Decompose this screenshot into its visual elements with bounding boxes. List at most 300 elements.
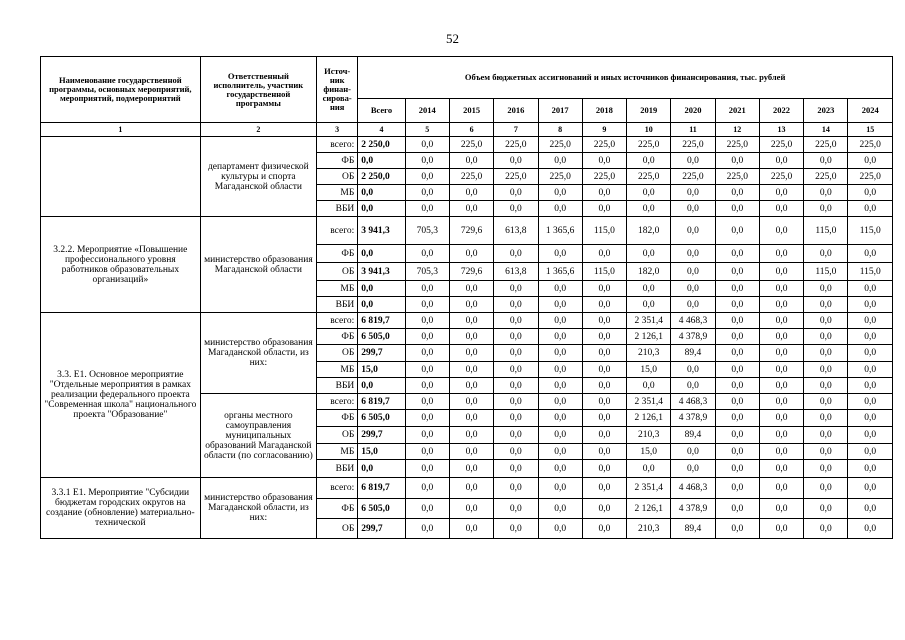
year-value: 2 351,4	[627, 478, 671, 499]
year-value: 225,0	[715, 169, 759, 185]
year-value: 0,0	[715, 519, 759, 539]
year-value: 0,0	[582, 499, 626, 519]
year-value: 705,3	[405, 263, 449, 281]
year-value: 115,0	[848, 263, 893, 281]
funding-source: ВБИ	[317, 378, 358, 394]
year-value: 225,0	[759, 169, 803, 185]
year-value: 0,0	[804, 378, 848, 394]
year-value: 0,0	[405, 137, 449, 153]
funding-source: МБ	[317, 281, 358, 297]
year-value: 225,0	[582, 137, 626, 153]
year-value: 15,0	[627, 444, 671, 460]
total-value: 3 941,3	[358, 217, 405, 245]
year-value: 0,0	[494, 297, 538, 313]
year-value: 225,0	[538, 169, 582, 185]
year-value: 0,0	[538, 427, 582, 444]
year-value: 0,0	[494, 362, 538, 378]
year-value: 0,0	[494, 394, 538, 410]
header-year: 2019	[627, 99, 671, 123]
year-value: 0,0	[671, 444, 715, 460]
year-value: 0,0	[848, 345, 893, 362]
year-value: 0,0	[582, 410, 626, 427]
year-value: 0,0	[627, 185, 671, 201]
executor-name: органы местного самоуправления муниципальных образований Магаданской области (по согласованию)	[200, 394, 316, 478]
year-value: 0,0	[405, 201, 449, 217]
year-value: 0,0	[405, 153, 449, 169]
year-value: 0,0	[804, 410, 848, 427]
year-value: 0,0	[848, 499, 893, 519]
header-year: 2022	[759, 99, 803, 123]
table-row	[41, 217, 893, 245]
funding-source: всего:	[317, 394, 358, 410]
year-value: 0,0	[804, 478, 848, 499]
year-value: 115,0	[848, 217, 893, 245]
year-value: 0,0	[715, 478, 759, 499]
column-index: 14	[804, 123, 848, 137]
total-value: 2 250,0	[358, 137, 405, 153]
year-value: 613,8	[494, 217, 538, 245]
year-value: 0,0	[582, 281, 626, 297]
funding-source: ОБ	[317, 427, 358, 444]
budget-table	[40, 56, 893, 539]
year-value: 225,0	[759, 137, 803, 153]
year-value: 0,0	[538, 378, 582, 394]
funding-source: ОБ	[317, 169, 358, 185]
year-value: 0,0	[582, 245, 626, 263]
year-value: 0,0	[494, 460, 538, 478]
year-value: 115,0	[804, 263, 848, 281]
year-value: 0,0	[759, 153, 803, 169]
year-value: 15,0	[627, 362, 671, 378]
year-value: 0,0	[759, 362, 803, 378]
year-value: 0,0	[449, 478, 493, 499]
header-year: 2024	[848, 99, 893, 123]
year-value: 0,0	[582, 345, 626, 362]
year-value: 4 378,9	[671, 499, 715, 519]
year-value: 182,0	[627, 217, 671, 245]
year-value: 0,0	[671, 185, 715, 201]
funding-source: ОБ	[317, 345, 358, 362]
year-value: 0,0	[671, 281, 715, 297]
year-value: 0,0	[405, 345, 449, 362]
table-row	[41, 313, 893, 329]
year-value: 0,0	[627, 281, 671, 297]
header-year: 2018	[582, 99, 626, 123]
year-value: 0,0	[759, 297, 803, 313]
funding-source: ОБ	[317, 263, 358, 281]
total-value: 299,7	[358, 519, 405, 539]
funding-source: ОБ	[317, 519, 358, 539]
year-value: 0,0	[759, 478, 803, 499]
year-value: 0,0	[449, 519, 493, 539]
total-value: 0,0	[358, 281, 405, 297]
year-value: 0,0	[449, 394, 493, 410]
year-value: 0,0	[848, 313, 893, 329]
funding-source: ФБ	[317, 245, 358, 263]
year-value: 0,0	[715, 153, 759, 169]
year-value: 0,0	[671, 245, 715, 263]
year-value: 0,0	[759, 499, 803, 519]
year-value: 225,0	[627, 137, 671, 153]
year-value: 4 378,9	[671, 329, 715, 345]
year-value: 0,0	[671, 201, 715, 217]
column-index: 13	[759, 123, 803, 137]
header-year: 2017	[538, 99, 582, 123]
column-index: 5	[405, 123, 449, 137]
year-value: 0,0	[848, 444, 893, 460]
total-value: 299,7	[358, 345, 405, 362]
year-value: 225,0	[804, 137, 848, 153]
funding-source: МБ	[317, 444, 358, 460]
table-row	[41, 478, 893, 499]
year-value: 0,0	[494, 499, 538, 519]
year-value: 0,0	[848, 201, 893, 217]
total-value: 3 941,3	[358, 263, 405, 281]
total-value: 0,0	[358, 245, 405, 263]
year-value: 0,0	[848, 394, 893, 410]
year-value: 0,0	[804, 281, 848, 297]
year-value: 0,0	[759, 263, 803, 281]
year-value: 0,0	[848, 281, 893, 297]
total-value: 6 505,0	[358, 499, 405, 519]
year-value: 0,0	[582, 460, 626, 478]
header-year: 2020	[671, 99, 715, 123]
year-value: 225,0	[494, 137, 538, 153]
year-value: 0,0	[848, 245, 893, 263]
year-value: 0,0	[582, 444, 626, 460]
funding-source: ФБ	[317, 329, 358, 345]
year-value: 0,0	[759, 329, 803, 345]
year-value: 0,0	[627, 153, 671, 169]
year-value: 0,0	[494, 444, 538, 460]
year-value: 0,0	[405, 444, 449, 460]
year-value: 89,4	[671, 345, 715, 362]
total-value: 6 505,0	[358, 410, 405, 427]
funding-source: всего:	[317, 313, 358, 329]
funding-source: ВБИ	[317, 201, 358, 217]
year-value: 0,0	[804, 362, 848, 378]
year-value: 225,0	[538, 137, 582, 153]
year-value: 0,0	[715, 345, 759, 362]
year-value: 225,0	[449, 137, 493, 153]
year-value: 0,0	[715, 245, 759, 263]
year-value: 705,3	[405, 217, 449, 245]
year-value: 0,0	[449, 444, 493, 460]
year-value: 0,0	[405, 519, 449, 539]
year-value: 0,0	[759, 460, 803, 478]
year-value: 0,0	[538, 245, 582, 263]
year-value: 0,0	[494, 153, 538, 169]
year-value: 0,0	[538, 153, 582, 169]
program-name: 3.2.2. Мероприятие «Повышение профессионального уровня работников образовательных организаций»	[41, 217, 201, 313]
year-value: 0,0	[582, 478, 626, 499]
year-value: 89,4	[671, 519, 715, 539]
year-value: 0,0	[582, 519, 626, 539]
column-index: 11	[671, 123, 715, 137]
year-value: 0,0	[538, 394, 582, 410]
year-value: 0,0	[538, 329, 582, 345]
executor-name: министерство образования Магаданской области, из них:	[200, 313, 316, 394]
year-value: 0,0	[405, 460, 449, 478]
year-value: 0,0	[582, 427, 626, 444]
year-value: 0,0	[582, 362, 626, 378]
year-value: 0,0	[449, 245, 493, 263]
column-index: 7	[494, 123, 538, 137]
year-value: 0,0	[671, 378, 715, 394]
year-value: 0,0	[405, 185, 449, 201]
year-value: 0,0	[449, 362, 493, 378]
year-value: 0,0	[848, 185, 893, 201]
year-value: 0,0	[804, 245, 848, 263]
year-value: 0,0	[715, 263, 759, 281]
year-value: 225,0	[848, 137, 893, 153]
year-value: 0,0	[494, 427, 538, 444]
year-value: 0,0	[715, 201, 759, 217]
header-year: 2021	[715, 99, 759, 123]
year-value: 0,0	[848, 378, 893, 394]
year-value: 0,0	[405, 169, 449, 185]
year-value: 0,0	[759, 394, 803, 410]
year-value: 0,0	[494, 478, 538, 499]
page-number: 52	[446, 31, 459, 46]
column-index: 8	[538, 123, 582, 137]
header-group: Объем бюджетных ассигнований и иных источников финансирования, тыс. рублей	[358, 57, 893, 99]
year-value: 225,0	[671, 169, 715, 185]
header-total: Всего	[358, 99, 405, 123]
year-value: 0,0	[715, 329, 759, 345]
year-value: 0,0	[627, 201, 671, 217]
year-value: 0,0	[582, 329, 626, 345]
total-value: 6 819,7	[358, 313, 405, 329]
year-value: 0,0	[627, 297, 671, 313]
year-value: 0,0	[715, 410, 759, 427]
total-value: 0,0	[358, 460, 405, 478]
year-value: 0,0	[804, 499, 848, 519]
year-value: 0,0	[582, 394, 626, 410]
year-value: 4 468,3	[671, 394, 715, 410]
year-value: 0,0	[538, 313, 582, 329]
year-value: 0,0	[405, 362, 449, 378]
year-value: 2 126,1	[627, 499, 671, 519]
year-value: 0,0	[715, 499, 759, 519]
funding-source: всего:	[317, 478, 358, 499]
year-value: 0,0	[405, 245, 449, 263]
year-value: 182,0	[627, 263, 671, 281]
table-body	[41, 137, 893, 539]
year-value: 0,0	[671, 263, 715, 281]
year-value: 0,0	[671, 460, 715, 478]
year-value: 0,0	[848, 410, 893, 427]
year-value: 2 351,4	[627, 313, 671, 329]
year-value: 0,0	[538, 345, 582, 362]
year-value: 0,0	[449, 329, 493, 345]
year-value: 0,0	[538, 519, 582, 539]
year-value: 0,0	[804, 460, 848, 478]
year-value: 0,0	[848, 460, 893, 478]
year-value: 89,4	[671, 427, 715, 444]
total-value: 15,0	[358, 362, 405, 378]
year-value: 225,0	[449, 169, 493, 185]
year-value: 729,6	[449, 217, 493, 245]
year-value: 0,0	[582, 313, 626, 329]
year-value: 0,0	[671, 153, 715, 169]
year-value: 0,0	[405, 329, 449, 345]
year-value: 0,0	[759, 444, 803, 460]
header-year: 2014	[405, 99, 449, 123]
year-value: 225,0	[715, 137, 759, 153]
year-value: 0,0	[538, 185, 582, 201]
year-value: 225,0	[804, 169, 848, 185]
year-value: 0,0	[759, 201, 803, 217]
year-value: 0,0	[759, 185, 803, 201]
year-value: 0,0	[848, 427, 893, 444]
year-value: 0,0	[449, 297, 493, 313]
year-value: 210,3	[627, 345, 671, 362]
year-value: 0,0	[804, 394, 848, 410]
year-value: 0,0	[715, 378, 759, 394]
year-value: 0,0	[405, 378, 449, 394]
total-value: 2 250,0	[358, 169, 405, 185]
column-index: 15	[848, 123, 893, 137]
year-value: 0,0	[671, 217, 715, 245]
column-index: 1	[41, 123, 201, 137]
year-value: 0,0	[804, 185, 848, 201]
year-value: 0,0	[627, 460, 671, 478]
year-value: 0,0	[494, 245, 538, 263]
year-value: 0,0	[405, 297, 449, 313]
year-value: 0,0	[671, 362, 715, 378]
executor-name: министерство образования Магаданской области, из них:	[200, 478, 316, 539]
year-value: 0,0	[582, 153, 626, 169]
year-value: 0,0	[715, 313, 759, 329]
column-index: 9	[582, 123, 626, 137]
year-value: 0,0	[848, 329, 893, 345]
year-value: 0,0	[449, 281, 493, 297]
year-value: 210,3	[627, 427, 671, 444]
year-value: 115,0	[804, 217, 848, 245]
program-name: 3.3. Е1. Основное мероприятие "Отдельные мероприятия в рамках реализации федерального проекта "Современная школа" национального проекта "Образование"	[41, 313, 201, 478]
year-value: 225,0	[627, 169, 671, 185]
year-value: 4 468,3	[671, 478, 715, 499]
year-value: 0,0	[715, 394, 759, 410]
year-value: 210,3	[627, 519, 671, 539]
funding-source: ФБ	[317, 499, 358, 519]
year-value: 0,0	[405, 313, 449, 329]
table-header	[41, 57, 893, 137]
year-value: 115,0	[582, 217, 626, 245]
year-value: 0,0	[848, 297, 893, 313]
year-value: 0,0	[494, 329, 538, 345]
year-value: 0,0	[848, 153, 893, 169]
column-index: 6	[449, 123, 493, 137]
year-value: 0,0	[759, 378, 803, 394]
year-value: 225,0	[582, 169, 626, 185]
year-value: 0,0	[538, 499, 582, 519]
year-value: 0,0	[449, 499, 493, 519]
year-value: 0,0	[449, 153, 493, 169]
year-value: 0,0	[715, 185, 759, 201]
column-index: 10	[627, 123, 671, 137]
executor-name: министерство образования Магаданской области	[200, 217, 316, 313]
program-name: 3.3.1 Е1. Мероприятие "Субсидии бюджетам городских округов на создание (обновление) материально-технической	[41, 478, 201, 539]
year-value: 0,0	[494, 185, 538, 201]
total-value: 0,0	[358, 153, 405, 169]
year-value: 0,0	[494, 281, 538, 297]
total-value: 15,0	[358, 444, 405, 460]
year-value: 0,0	[804, 427, 848, 444]
year-value: 0,0	[494, 378, 538, 394]
year-value: 0,0	[449, 427, 493, 444]
header-name: Наименование государственной программы, основных мероприятий, мероприятий, подмероприятий	[41, 57, 201, 123]
year-value: 0,0	[449, 460, 493, 478]
year-value: 0,0	[538, 281, 582, 297]
year-value: 0,0	[405, 394, 449, 410]
year-value: 0,0	[759, 245, 803, 263]
executor-name: департамент физической культуры и спорта Магаданской области	[200, 137, 316, 217]
year-value: 0,0	[582, 297, 626, 313]
funding-source: всего:	[317, 217, 358, 245]
year-value: 0,0	[494, 313, 538, 329]
year-value: 729,6	[449, 263, 493, 281]
year-value: 0,0	[848, 519, 893, 539]
year-value: 0,0	[494, 410, 538, 427]
year-value: 0,0	[715, 427, 759, 444]
year-value: 0,0	[759, 217, 803, 245]
funding-source: МБ	[317, 362, 358, 378]
year-value: 0,0	[804, 201, 848, 217]
year-value: 2 351,4	[627, 394, 671, 410]
year-value: 0,0	[494, 201, 538, 217]
year-value: 0,0	[582, 378, 626, 394]
funding-source: ВБИ	[317, 297, 358, 313]
year-value: 4 378,9	[671, 410, 715, 427]
funding-source: ВБИ	[317, 460, 358, 478]
year-value: 0,0	[449, 378, 493, 394]
header-source: Источ-ник финан-сирова-ния	[317, 57, 358, 123]
year-value: 0,0	[494, 519, 538, 539]
year-value: 0,0	[715, 444, 759, 460]
year-value: 225,0	[671, 137, 715, 153]
column-index: 12	[715, 123, 759, 137]
year-value: 0,0	[804, 444, 848, 460]
year-value: 0,0	[538, 297, 582, 313]
year-value: 0,0	[449, 313, 493, 329]
year-value: 613,8	[494, 263, 538, 281]
year-value: 4 468,3	[671, 313, 715, 329]
year-value: 0,0	[759, 519, 803, 539]
year-value: 0,0	[671, 297, 715, 313]
total-value: 0,0	[358, 378, 405, 394]
funding-source: ФБ	[317, 153, 358, 169]
year-value: 0,0	[627, 378, 671, 394]
column-index: 4	[358, 123, 405, 137]
year-value: 0,0	[627, 245, 671, 263]
year-value: 0,0	[538, 410, 582, 427]
total-value: 6 819,7	[358, 478, 405, 499]
year-value: 0,0	[804, 345, 848, 362]
header-executor: Ответственный исполнитель, участник государственной программы	[200, 57, 316, 123]
year-value: 225,0	[848, 169, 893, 185]
total-value: 299,7	[358, 427, 405, 444]
year-value: 0,0	[804, 313, 848, 329]
year-value: 0,0	[804, 297, 848, 313]
year-value: 0,0	[538, 460, 582, 478]
total-value: 6 505,0	[358, 329, 405, 345]
year-value: 0,0	[759, 410, 803, 427]
year-value: 0,0	[405, 410, 449, 427]
year-value: 0,0	[494, 345, 538, 362]
year-value: 0,0	[449, 345, 493, 362]
